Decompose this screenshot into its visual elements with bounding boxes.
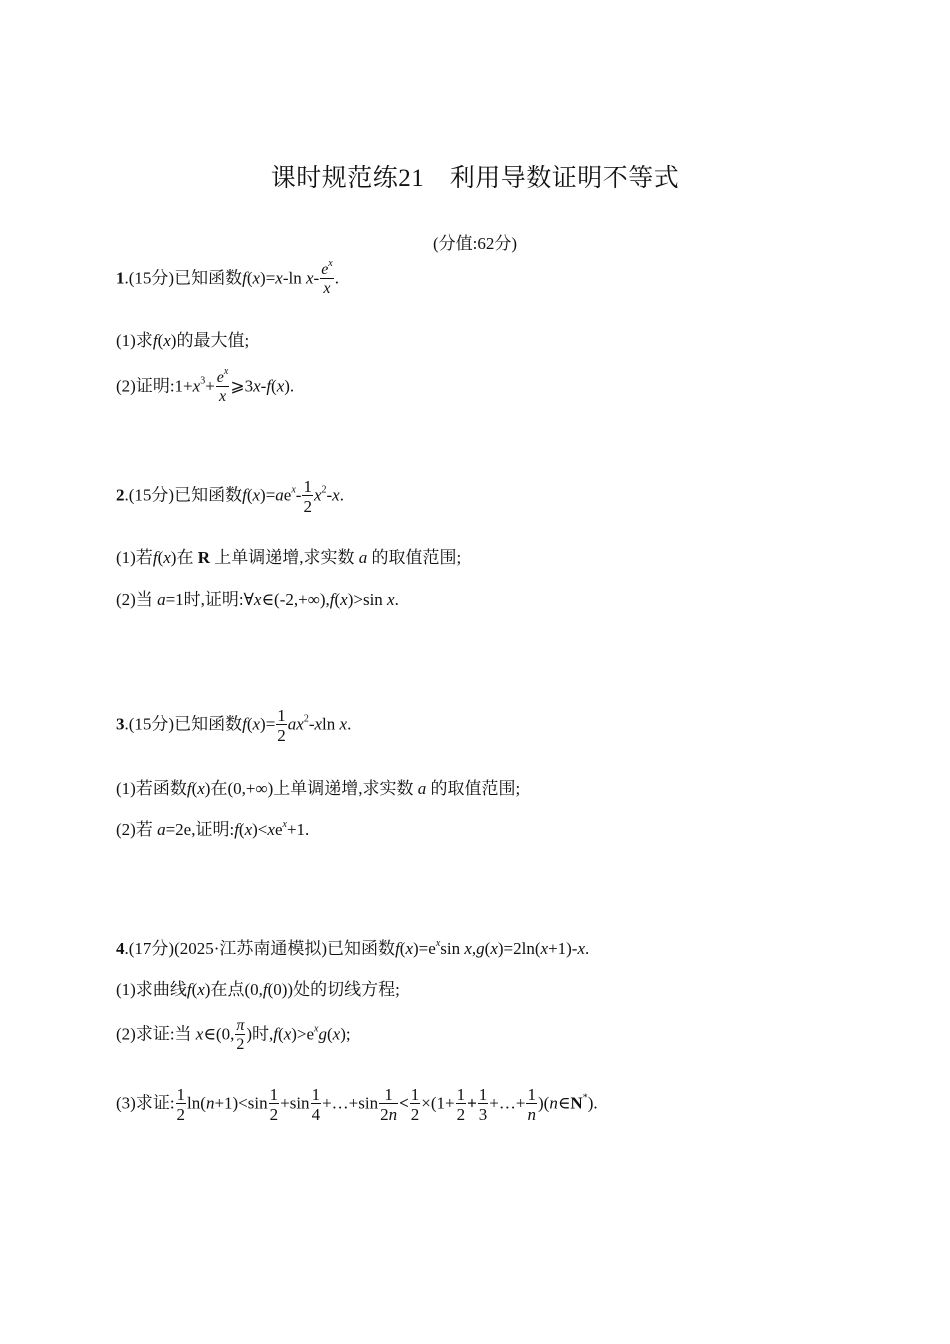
- fraction-1-over-2n: $\frac{1}{2n}$: [380, 1085, 398, 1124]
- fraction-one-half: $\frac{1}{2}$: [277, 706, 286, 745]
- page-title: 课时规范练21 利用导数证明不等式: [270, 165, 680, 192]
- fraction-one-half: $\frac{1}{2}$: [303, 477, 312, 516]
- part-text: 的最大值;: [176, 331, 250, 350]
- part-text: (2)若: [116, 820, 153, 839]
- part-text: (1)求: [116, 331, 153, 350]
- fraction-1-over-2: $\frac{1}{2}$: [456, 1085, 466, 1124]
- problem-4-stem: 4.(17分)(2025·江苏南通模拟)已知函数$f(x)=e^x\sin$ x,g(x)=2ln(x+1)-x.: [116, 938, 590, 958]
- part-text: ∈(-2,+∞),: [261, 590, 330, 609]
- part-text: ∈(0,: [203, 1024, 235, 1044]
- fraction-1-over-2: $\frac{1}{2}$: [269, 1085, 279, 1124]
- problem-number: 3: [116, 714, 125, 734]
- problem-3-part-1: (1)若函数f(x)在(0,+∞)上单调递增,求实数 a 的取值范围;: [116, 779, 521, 798]
- part-text: )时,: [246, 1024, 274, 1044]
- part-text: (1)求曲线: [116, 980, 187, 999]
- part-text: 在点(0,: [210, 980, 263, 999]
- fraction-1-over-2: $\frac{1}{2}$: [410, 1085, 420, 1124]
- problem-2-part-1: (1)若f(x)在 R 上单调递增,求实数 a 的取值范围;: [116, 548, 462, 567]
- fraction-ex-over-x: $\frac{e^x}{x}$: [321, 258, 333, 297]
- problem-4-part-2: (2)求证:当 x∈(0, $\frac{\pi}{2}$ )时$,f(x)>e^xg(x)$;: [116, 1017, 351, 1053]
- fraction-ex-over-x: $\frac{e^x}{x}$: [216, 366, 229, 405]
- problem-1-part-2: (2)证明$:1+x^3+$ $\frac{e^x}{x}$ ⩾3x-f(x).: [116, 366, 295, 405]
- problem-1-part-1: (1)求f(x)的最大值;: [116, 331, 250, 350]
- problem-3-part-2: (2)若 a=2e,证明$:f(x)<xe^x+1$.: [116, 819, 310, 839]
- part-text: 的取值范围;: [371, 548, 462, 567]
- part-text: =2e,证明:: [165, 820, 235, 839]
- part-text: >e: [296, 1024, 315, 1044]
- part-text: (2)当: [116, 590, 153, 609]
- part-text: (0))处的切线方程;: [267, 980, 400, 999]
- problem-stem-text: .(15分)已知函数: [124, 485, 243, 505]
- problem-4-part-1: (1)求曲线f(x)在点(0,f(0))处的切线方程;: [116, 980, 400, 999]
- problem-number: 4: [116, 939, 125, 958]
- problem-stem-text: .(15分)已知函数: [124, 268, 243, 288]
- problem-number: 2: [116, 485, 125, 505]
- problem-3-stem: 3.(15分)已知函数f(x)= $\frac{1}{2}$ $ax^2$-xln x.: [116, 706, 352, 745]
- problem-2-stem: 2.(15分)已知函数$f(x)=ae^x-$ $\frac{1}{2}$ $x^2-x$.: [116, 477, 344, 516]
- part-text: (2)证明:1+: [116, 376, 193, 396]
- part-text: 的取值范围;: [430, 779, 521, 798]
- fraction-1-over-2: $\frac{1}{2}$: [176, 1085, 186, 1124]
- part-text: =1时,证明:∀: [165, 590, 254, 609]
- part-text: >sin: [353, 590, 388, 609]
- part-text: (3)求证:: [116, 1093, 175, 1113]
- problem-1-stem: 1.(15分)已知函数f(x)=x-ln x- $\frac{e^x}{x}$ .: [116, 258, 339, 297]
- problem-2-part-2: (2)当 a=1时,证明:∀x∈(-2,+∞),f(x)>sin x.: [116, 590, 399, 609]
- problem-4-part-3: (3)求证: $\frac{1}{2}$ ln(n+1)<sin $\frac{1}{2}$ +sin $\frac{1}{4}$ +…+sin $\frac{1}{2n}$ < $\frac{1}{2}$ ×(1+ $\frac{1}{2}$ + $\frac{1}{3}$ +…+ $\frac{1}{n}$ )(n∈N*).: [116, 1085, 598, 1124]
- fraction-pi-over-2: $\frac{\pi}{2}$: [236, 1017, 245, 1053]
- fraction-1-over-4: $\frac{1}{4}$: [311, 1085, 321, 1124]
- fraction-1-over-3: $\frac{1}{3}$: [478, 1085, 488, 1124]
- problem-number: 1: [116, 268, 125, 288]
- part-text: (1)若: [116, 548, 153, 567]
- part-text: 在(0,+∞)上单调递增,求实数: [210, 779, 414, 798]
- part-text: (2)求证:当: [116, 1024, 192, 1044]
- problem-stem-text: .(17分)(2025·江苏南通模拟)已知函数: [124, 939, 396, 958]
- part-text: 在: [176, 548, 194, 567]
- problem-stem-text: .(15分)已知函数: [124, 714, 243, 734]
- part-text: (1)若函数: [116, 779, 187, 798]
- score-note: (分值:62分): [432, 234, 518, 253]
- part-text: 上单调递增,求实数: [214, 548, 355, 567]
- fraction-1-over-n: $\frac{1}{n}$: [527, 1085, 536, 1124]
